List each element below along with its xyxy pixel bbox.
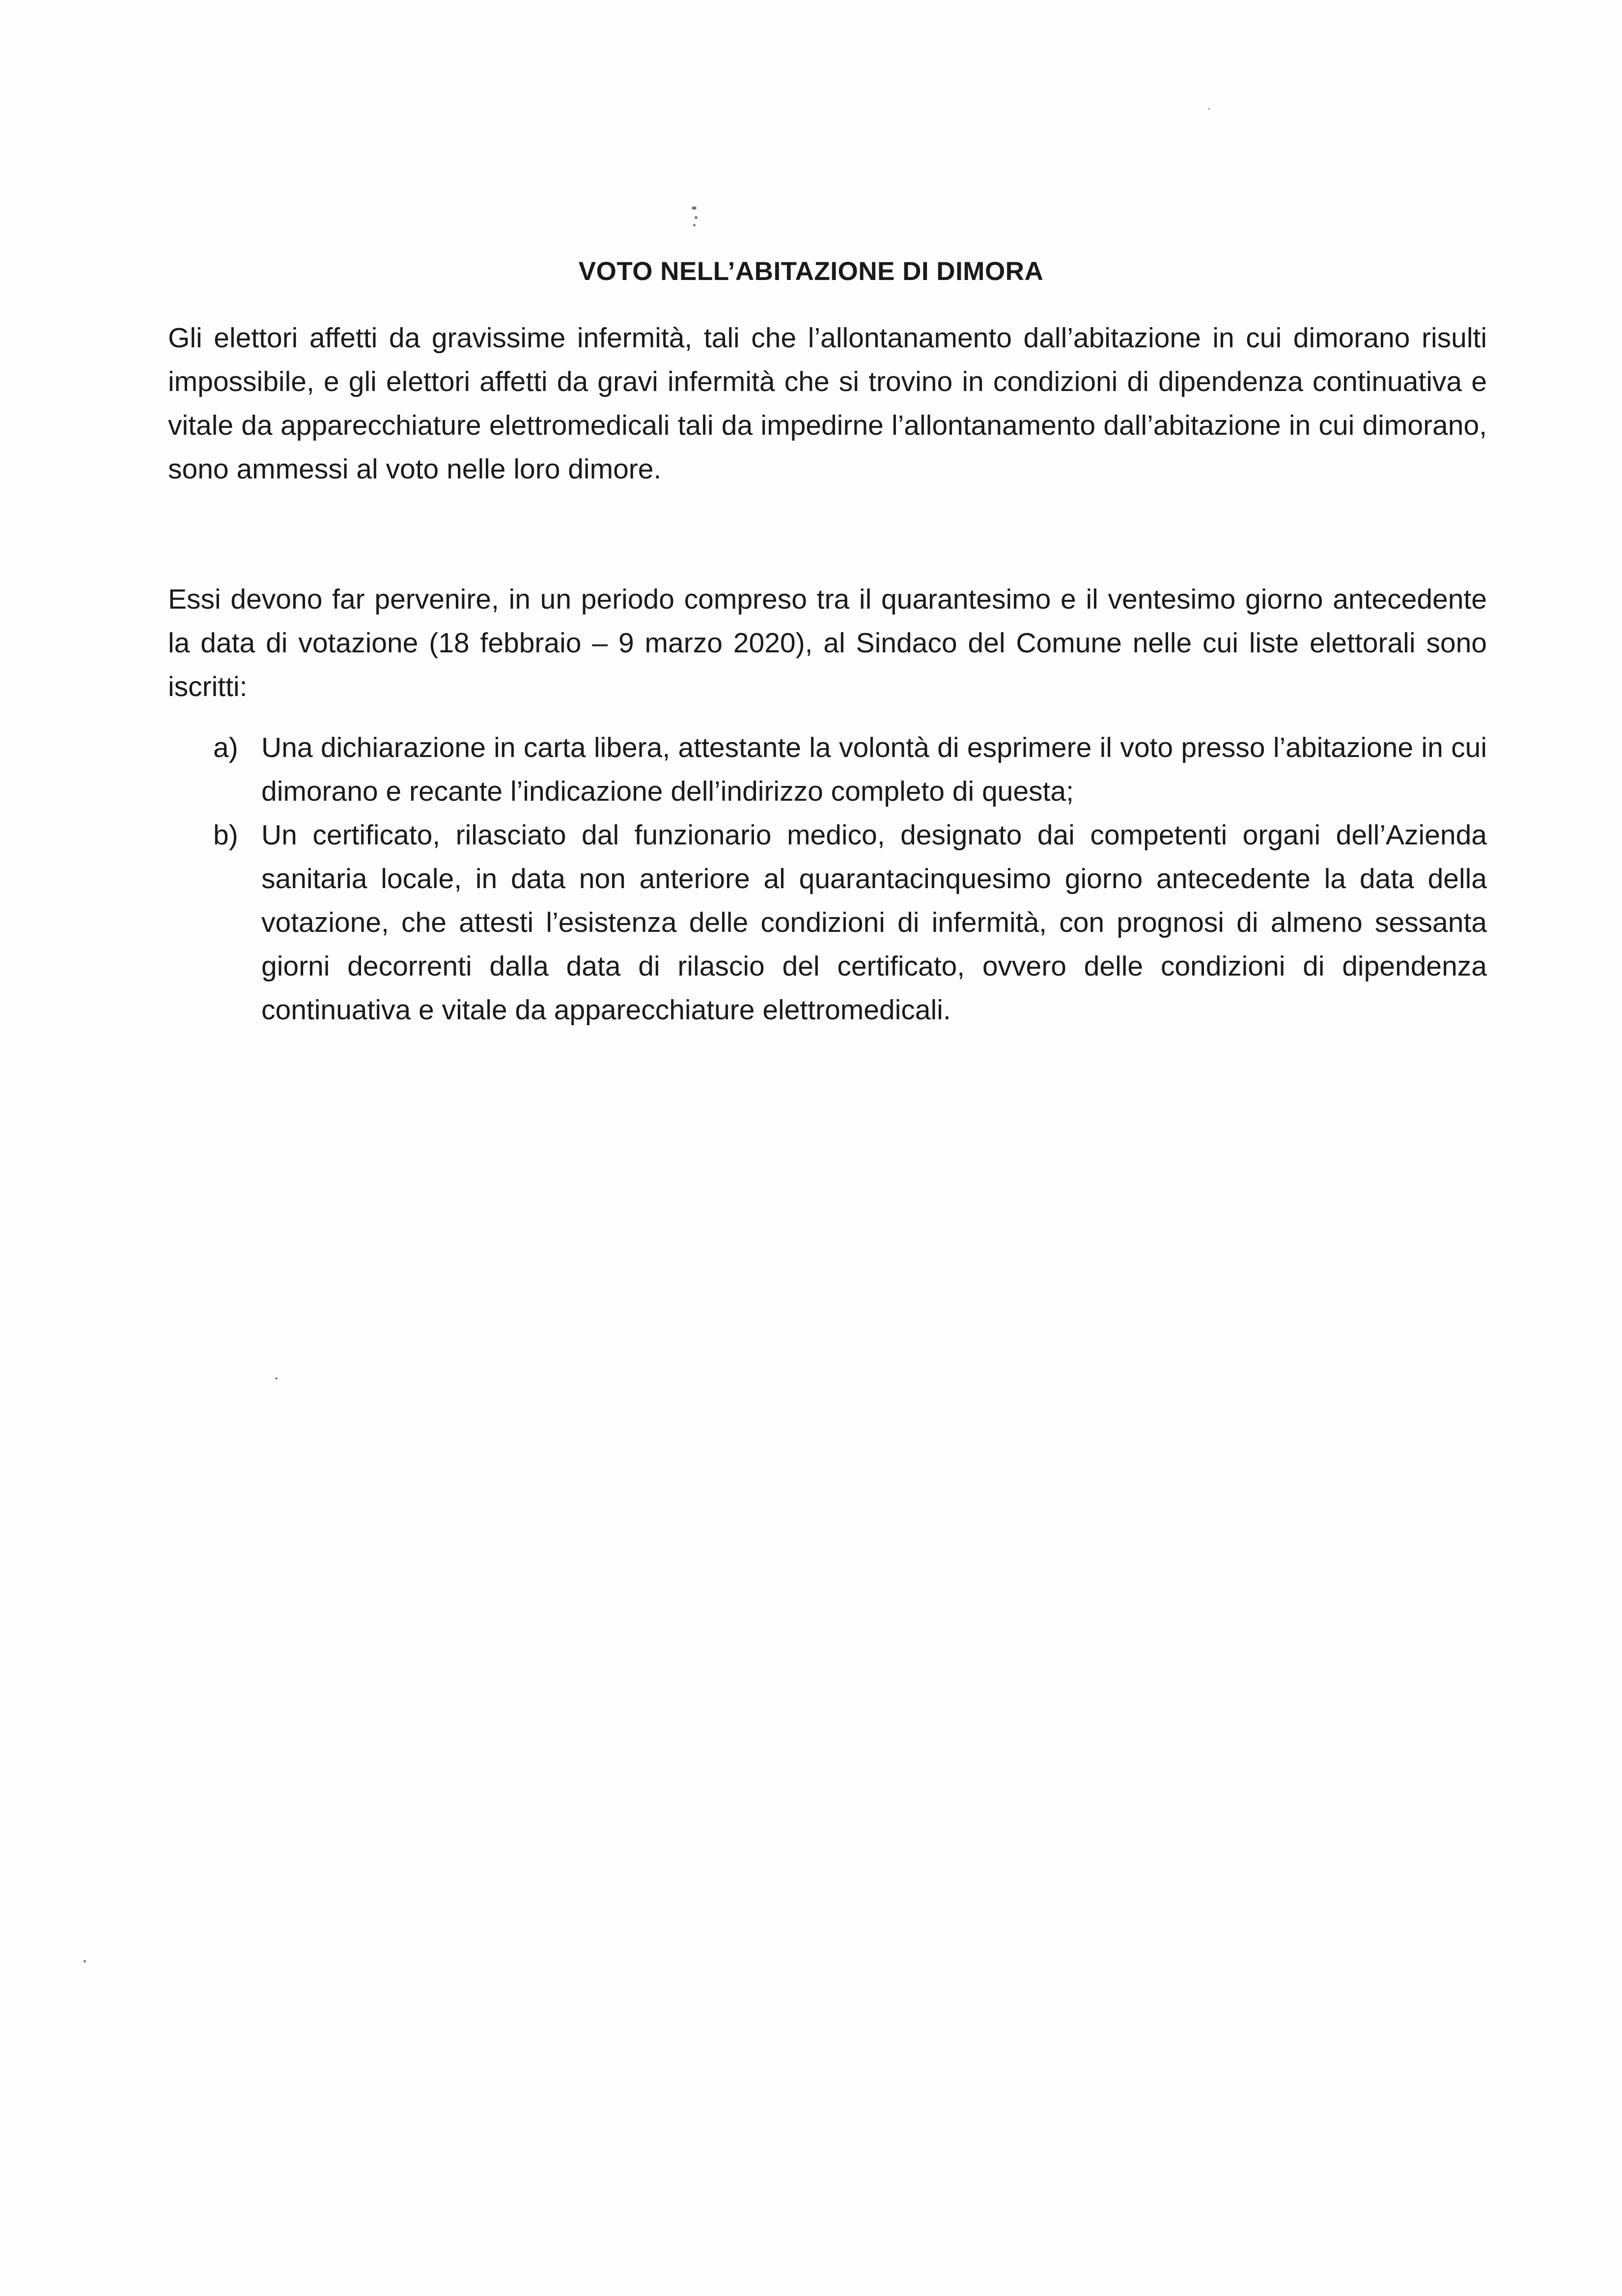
document-title: VOTO NELL’ABITAZIONE DI DIMORA bbox=[578, 257, 1044, 286]
paragraph: Essi devono far pervenire, in un periodo compreso tra il quarantesimo e il ventesimo giorno antecedente la data di votazione (18 febbraio – 9 marzo 2020), al Sindaco del Comune nelle cui liste elettorali sono iscritti: bbox=[168, 584, 1487, 702]
scan-mark bbox=[84, 1960, 86, 1962]
paragraph: Gli elettori affetti da gravissime infermità, tali che l’allontanamento dall’abitazione in cui dimorano risulti impossibile, e gli elettori affetti da gravi infermità che si trovino in condizioni di dipendenza continuativa e vitale da apparecchiature elettromedicali tali da impedirne l’allontanamento dall’abitazione in cui dimorano, sono ammessi al voto nelle loro dimore. bbox=[168, 322, 1487, 485]
list-item-text: Una dichiarazione in carta libera, attestante la volontà di esprimere il voto presso l’abitazione in cui dimorano e recante l’indicazione dell’indirizzo completo di questa; bbox=[261, 732, 1487, 807]
scan-mark bbox=[275, 1377, 278, 1379]
requirements-list bbox=[168, 726, 1487, 1032]
scan-mark bbox=[692, 206, 697, 210]
scan-mark bbox=[693, 224, 696, 226]
list-marker: b) bbox=[213, 819, 238, 851]
list-item-text: Un certificato, rilasciato dal funzionario medico, designato dai competenti organi dell’Azienda sanitaria locale, in data non anteriore al quarantacinquesimo giorno antecedente la data della votazione, che attesti l’esistenza delle condizioni di infermità, con prognosi di almeno sessanta giorni decorrenti dalla data di rilascio del certificato, ovvero delle condizioni di dipendenza continuativa e vitale da apparecchiature elettromedicali. bbox=[261, 819, 1487, 1026]
list-item bbox=[168, 813, 1487, 1032]
list-marker: a) bbox=[213, 732, 238, 763]
scan-mark bbox=[695, 216, 698, 219]
list-item bbox=[168, 726, 1487, 813]
scan-mark bbox=[1208, 108, 1210, 110]
